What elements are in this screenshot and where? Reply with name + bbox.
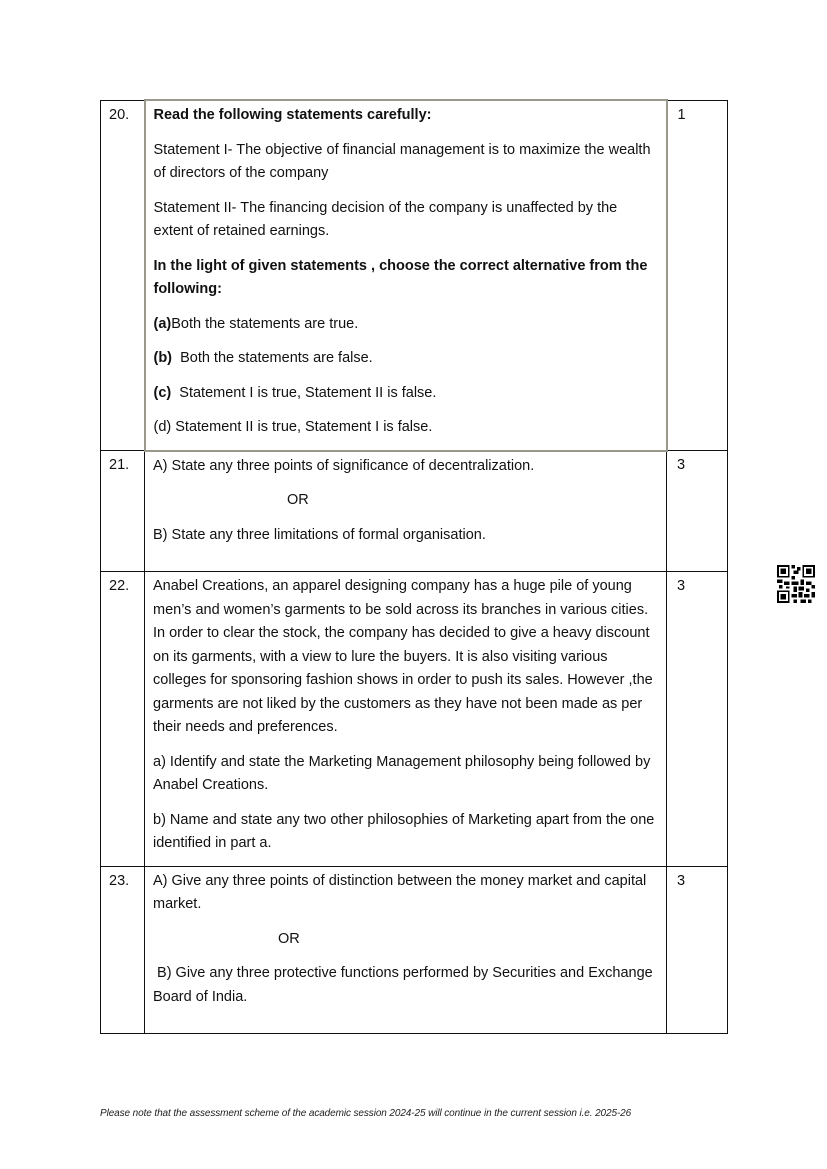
part-b: B) Give any three protective functions performed by Securities and Exchange Board of India. (153, 965, 657, 1005)
question-marks: 3 (667, 451, 728, 572)
question-body (145, 100, 667, 451)
option-text: Both the statements are true. (171, 315, 359, 332)
question-instruction: In the light of given statements , choose the correct alternative from the following: (153, 257, 648, 297)
question-row-22 (101, 572, 728, 867)
question-number: 22. (101, 572, 145, 867)
question-body (145, 866, 667, 1034)
questions-table (100, 99, 728, 1034)
option-text: Both the statements are false. (180, 350, 373, 366)
question-row-20 (101, 100, 728, 451)
question-marks: 3 (667, 572, 728, 867)
option-label: (b) (153, 350, 173, 366)
option-c (154, 382, 656, 406)
statement-1: Statement I- The objective of financial management is to maximize the wealth of directors of the company (153, 141, 651, 181)
or-separator: OR (287, 492, 309, 508)
question-row-23 (101, 866, 728, 1034)
option-b (154, 347, 656, 371)
part-b: b) Name and state any two other philosophies of Marketing apart from the one identified in part a. (153, 811, 655, 851)
qr-code-icon (777, 565, 815, 603)
question-number: 20. (101, 100, 145, 451)
option-a (154, 313, 656, 337)
question-body (145, 451, 667, 572)
option-label: (a) (153, 315, 172, 332)
question-heading: Read the following statements carefully: (153, 107, 432, 123)
part-b: B) State any three limitations of formal organisation. (153, 526, 486, 543)
case-study: Anabel Creations, an apparel designing company has a huge pile of young men’s and women’s garments to be sold across its branches in various cities. In order to clear the stock, the company has decided to give a heavy discount on its garments, with a view to lure the buyers. It is also visiting various colleges for sponsoring fashion shows in order to push its sales. However ,the garments are not liked by the customers as they have not been made as per their needs and preferences. (153, 578, 653, 735)
part-a: a) Identify and state the Marketing Management philosophy being followed by Anabel Creations. (153, 753, 651, 793)
question-number: 21. (101, 451, 145, 572)
question-row-21 (101, 451, 728, 572)
option-d (154, 416, 656, 440)
option-label: (d) (153, 419, 172, 435)
option-text: Statement I is true, Statement II is false. (179, 384, 437, 401)
option-label: (c) (153, 384, 172, 401)
question-body (145, 572, 667, 867)
question-number: 23. (101, 866, 145, 1034)
part-a: A) Give any three points of distinction between the money market and capital market. (153, 872, 647, 912)
question-marks: 3 (667, 866, 728, 1034)
footer-note: Please note that the assessment scheme of the academic session 2024-25 will continue in the current session i.e. 2025-26 (100, 1108, 632, 1119)
statement-2: Statement II- The financing decision of the company is unaffected by the extent of retained earnings. (153, 199, 618, 239)
question-marks: 1 (667, 100, 728, 451)
part-a: A) State any three points of significance of decentralization. (153, 457, 535, 474)
option-text: Statement II is true, Statement I is false. (175, 419, 433, 435)
or-separator: OR (278, 930, 300, 947)
